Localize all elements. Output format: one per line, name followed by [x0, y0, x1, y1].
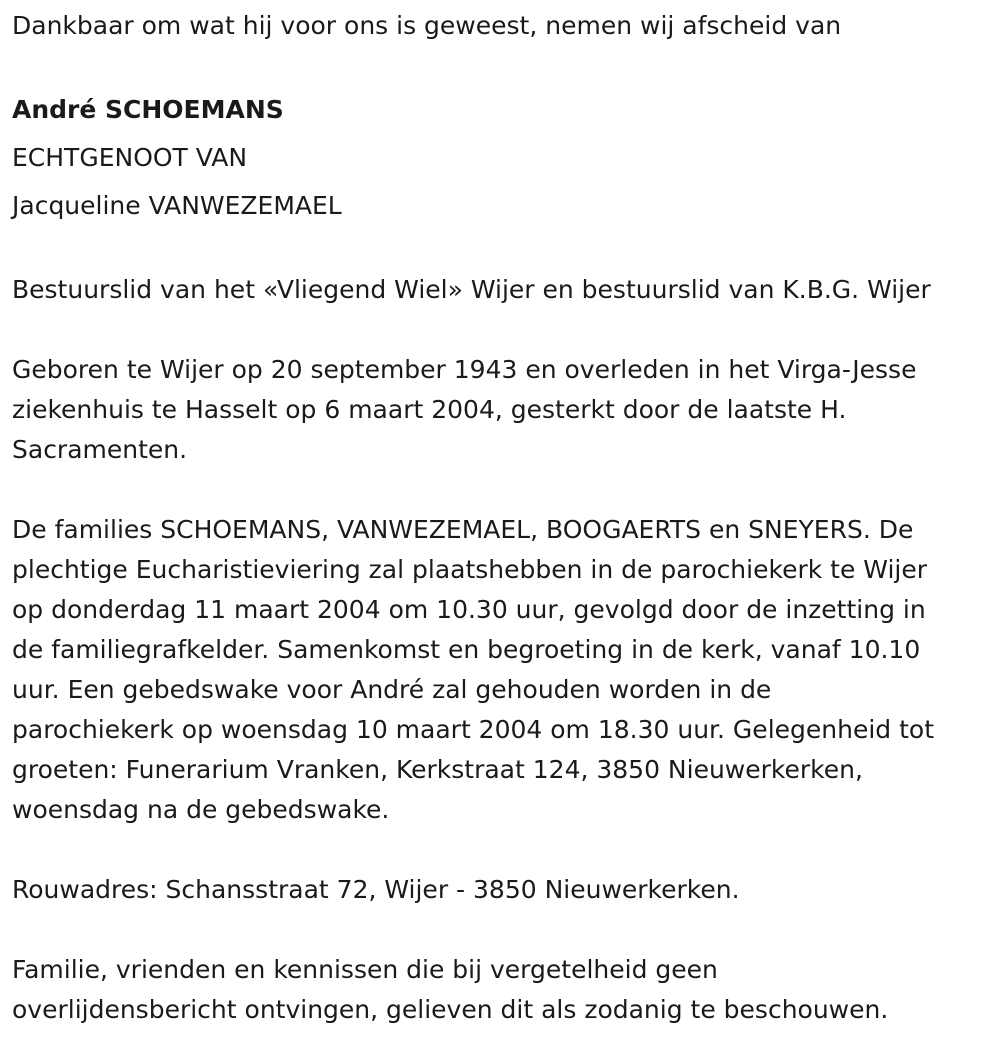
closing-line: overlijdensbericht ontvingen, gelieven dit als zodanig te beschouwen.: [12, 995, 889, 1024]
ceremony-line: uur. Een gebedswake voor André zal gehouden worden in de: [12, 675, 772, 704]
birth-death-line: ziekenhuis te Hasselt op 6 maart 2004, gesterkt door de laatste H.: [12, 395, 847, 424]
closing-line: Familie, vrienden en kennissen die bij vergetelheid geen: [12, 955, 718, 984]
birth-death-paragraph: [12, 350, 988, 470]
ceremony-line: parochiekerk op woensdag 10 maart 2004 om 18.30 uur. Gelegenheid tot: [12, 715, 934, 744]
ceremony-line: de familiegrafkelder. Samenkomst en begroeting in de kerk, vanaf 10.10: [12, 635, 921, 664]
birth-death-line: Sacramenten.: [12, 435, 188, 464]
ceremony-line: groeten: Funerarium Vranken, Kerkstraat 124, 3850 Nieuwerkerken,: [12, 755, 863, 784]
ceremony-line: plechtige Eucharistieviering zal plaatshebben in de parochiekerk te Wijer: [12, 555, 928, 584]
intro-text: Dankbaar om wat hij voor ons is geweest, nemen wij afscheid van: [12, 11, 842, 40]
ceremony-line: woensdag na de gebedswake.: [12, 795, 390, 824]
deceased-name: André SCHOEMANS: [12, 95, 284, 124]
role-text: Bestuurslid van het «Vliegend Wiel» Wijer en bestuurslid van K.B.G. Wijer: [12, 275, 931, 304]
ceremony-line: De families SCHOEMANS, VANWEZEMAEL, BOOGAERTS en SNEYERS. De: [12, 515, 914, 544]
spouse-name: Jacqueline VANWEZEMAEL: [12, 191, 342, 220]
address-line: Rouwadres: Schansstraat 72, Wijer - 3850 Nieuwerkerken.: [12, 875, 740, 904]
ceremony-paragraph: [12, 510, 988, 830]
address-paragraph: [12, 870, 988, 910]
birth-death-line: Geboren te Wijer op 20 september 1943 en overleden in het Virga-Jesse: [12, 355, 917, 384]
ceremony-line: op donderdag 11 maart 2004 om 10.30 uur, gevolgd door de inzetting in: [12, 595, 926, 624]
closing-paragraph: [12, 950, 988, 1030]
relation-text: ECHTGENOOT VAN: [12, 143, 248, 172]
